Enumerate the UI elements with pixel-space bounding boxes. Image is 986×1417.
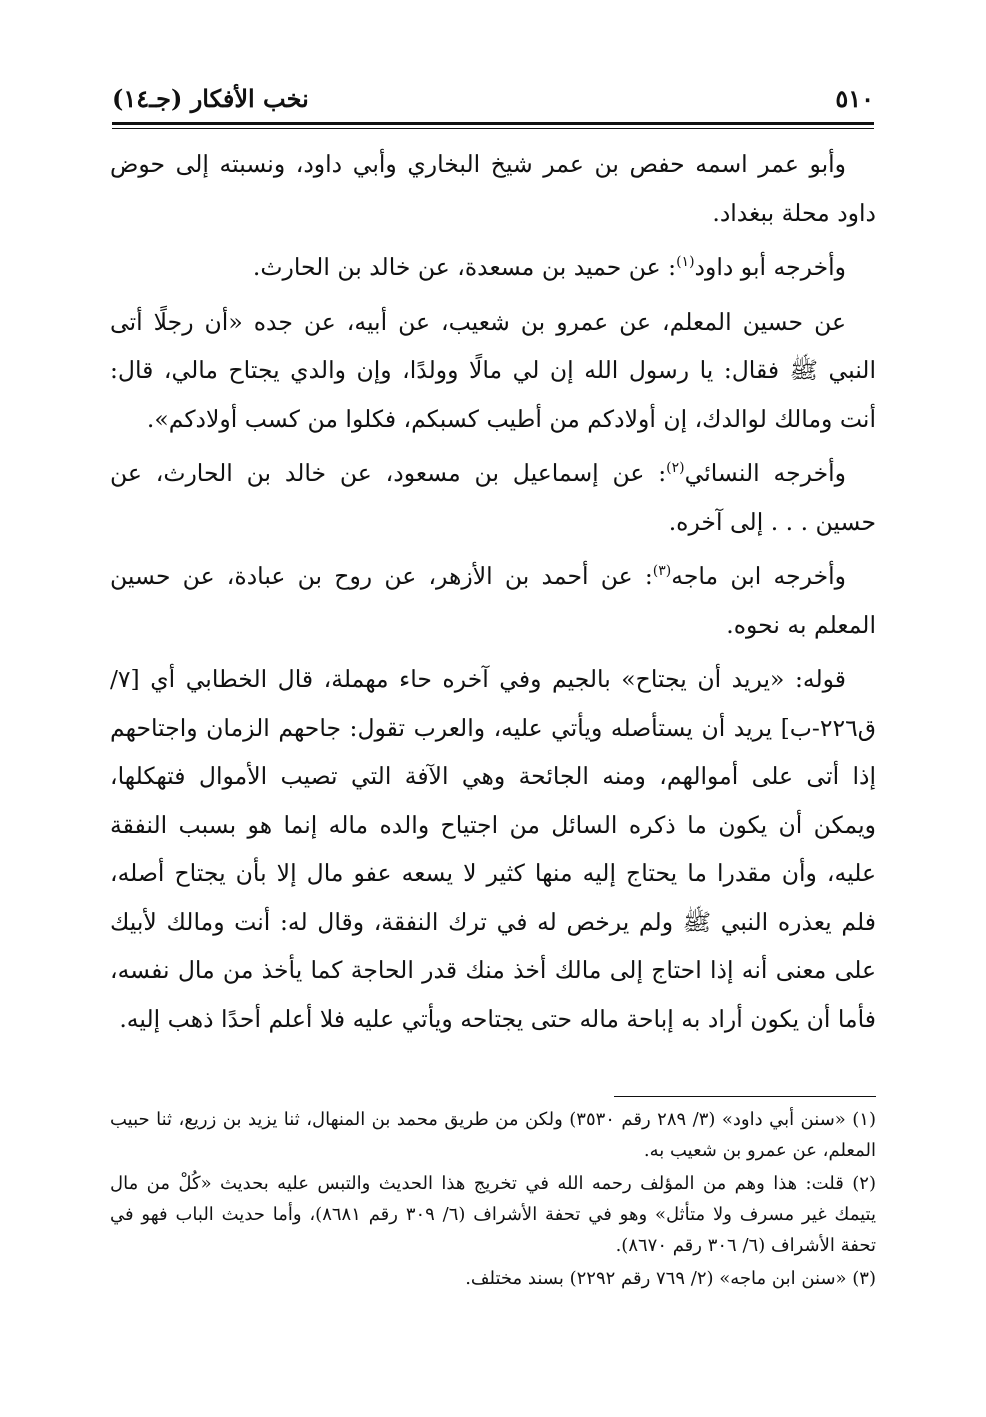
footnote-3: (٣) «سنن ابن ماجه» (٢/ ٧٦٩ رقم ٢٢٩٢) بسند مختلف. bbox=[465, 1268, 876, 1289]
paragraph-2 bbox=[110, 243, 876, 292]
paragraph-5-rest: : عن أحمد بن الأزهر، عن روح بن عبادة، عن حسين المعلم به نحوه. bbox=[110, 562, 876, 639]
paragraph-1: وأبو عمر اسمه حفص بن عمر شيخ البخاري وأبي داود، ونسبته إلى حوض داود محلة ببغداد. bbox=[110, 150, 876, 227]
paragraph-5 bbox=[110, 552, 876, 649]
footnotes bbox=[110, 1104, 876, 1296]
footnote-1: (١) «سنن أبي داود» (٣/ ٢٨٩ رقم ٣٥٣٠) ولكن من طريق محمد بن المنهال، ثنا يزيد بن زريع، ثنا حبيب المعلم، عن عمرو بن شعيب به. bbox=[110, 1109, 876, 1161]
main-text bbox=[110, 140, 876, 1049]
paragraph-4-rest: : عن إسماعيل بن مسعود، عن خالد بن الحارث، عن حسين . . . إلى آخره. bbox=[110, 459, 876, 536]
paragraph-6-commentary: قوله: «يريد أن يجتاح» بالجيم وفي آخره حاء مهملة، قال الخطابي أي [٧/ ق٢٢٦-ب] يريد أن يستأصله ويأتي عليه، والعرب تقول: جاحهم الزمان واجتاحهم إذا أتى على أموالهم، ومنه الجائحة وهي الآفة التي تصيب الأموال فتهكلها، ويمكن أن يكون ما ذكره السائل من اجتياح والده ماله إنما هو بسبب النفقة عليه، وأن مقدرا ما يحتاج إليه منها كثير لا يسعه عفو مال إلا بأن يجتاح أصله، فلم يعذره النبي ﷺ ولم يرخص له في ترك النفقة، وقال له: أنت ومالك لأبيك على معنى أنه إذا احتاج إلى مالك أخذ منك قدر الحاجة كما يأخذ من مال نفسه، فأما أن يكون أراد به إباحة ماله حتى يجتاحه ويأتي عليه فلا أعلم أحدًا ذهب إليه. bbox=[110, 665, 876, 1033]
footnote-2: (٢) قلت: هذا وهم من المؤلف رحمه الله في تخريج هذا الحديث والتبس عليه بحديث «كُلْ من مال يتيمك غير مسرف ولا متأثل» وهو في تحفة الأشراف (٦/ ٣٠٩ رقم ٨٦٨١)، وأما حديث الباب فهو في تحفة الأشراف (٦/ ٣٠٦ رقم ٨٦٧٠). bbox=[110, 1173, 876, 1256]
running-head bbox=[112, 80, 874, 116]
paragraph-4 bbox=[110, 449, 876, 546]
paragraph-4-lead: وأخرجه النسائي bbox=[684, 459, 846, 487]
paragraph-3-hadith: عن حسين المعلم، عن عمرو بن شعيب، عن أبيه، عن جده «أن رجلًا أتى النبي ﷺ فقال: يا رسول الله إن لي مالًا وولدًا، وإن والدي يجتاح مالي، قال: أنت ومالك لوالدك، إن أولادكم من أطيب كسبكم، فكلوا من كسب أولادكم». bbox=[110, 307, 876, 433]
page-number: ٥١٠ bbox=[835, 83, 874, 113]
footnote-separator bbox=[614, 1096, 876, 1097]
header-rule-thin bbox=[112, 128, 874, 129]
footnote-ref-2[interactable]: (٢) bbox=[666, 460, 685, 477]
footnote-ref-1[interactable]: (١) bbox=[676, 254, 695, 271]
paragraph-2-lead: وأخرجه أبو داود bbox=[694, 253, 846, 281]
book-title: نخب الأفكار (جـ١٤) bbox=[112, 83, 309, 113]
paragraph-2-rest: : عن حميد بن مسعدة، عن خالد بن الحارث. bbox=[252, 253, 677, 281]
header-rule-thick bbox=[112, 122, 874, 125]
footnote-ref-3[interactable]: (٣) bbox=[652, 563, 672, 580]
paragraph-5-lead: وأخرجه ابن ماجه bbox=[671, 562, 846, 590]
